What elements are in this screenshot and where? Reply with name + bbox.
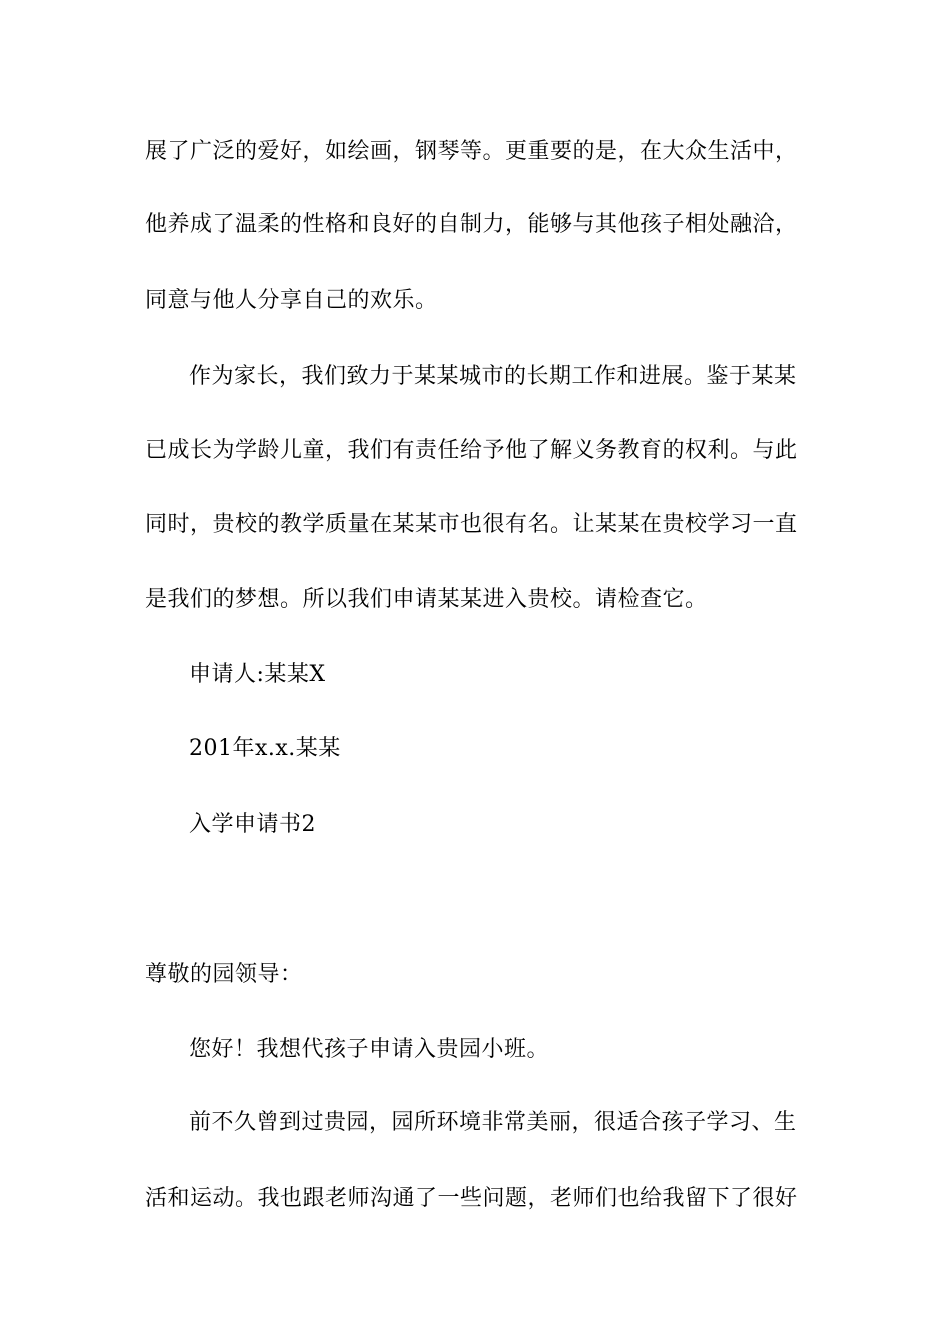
salutation: 尊敬的园领导： (145, 962, 303, 987)
paragraph-line: 前不久曾到过贵园，园所环境非常美丽，很适合孩子学习、生 (189, 1110, 797, 1135)
applicant-signature: 申请人:某某X (189, 662, 326, 687)
paragraph-line: 已成长为学龄儿童，我们有责任给予他了解义务教育的权利。与此 (145, 438, 798, 463)
paragraph-line: 同时，贵校的教学质量在某某市也很有名。让某某在贵校学习一直 (145, 512, 798, 537)
paragraph-line: 同意与他人分享自己的欢乐。 (145, 288, 438, 313)
section-title: 入学申请书2 (189, 812, 316, 837)
paragraph-line: 展了广泛的爱好，如绘画，钢琴等。更重要的是，在大众生活中， (145, 139, 798, 164)
greeting-line: 您好！我想代孩子申请入贵园小班。 (189, 1037, 550, 1062)
paragraph-line: 是我们的梦想。所以我们申请某某进入贵校。请检查它。 (145, 587, 708, 612)
paragraph-line: 活和运动。我也跟老师沟通了一些问题，老师们也给我留下了很好 (145, 1186, 798, 1211)
paragraph-line: 作为家长，我们致力于某某城市的长期工作和进展。鉴于某某 (189, 364, 797, 389)
paragraph-line: 他养成了温柔的性格和良好的自制力，能够与其他孩子相处融洽， (145, 212, 798, 237)
date-line: 201年x.x.某某 (189, 736, 341, 761)
